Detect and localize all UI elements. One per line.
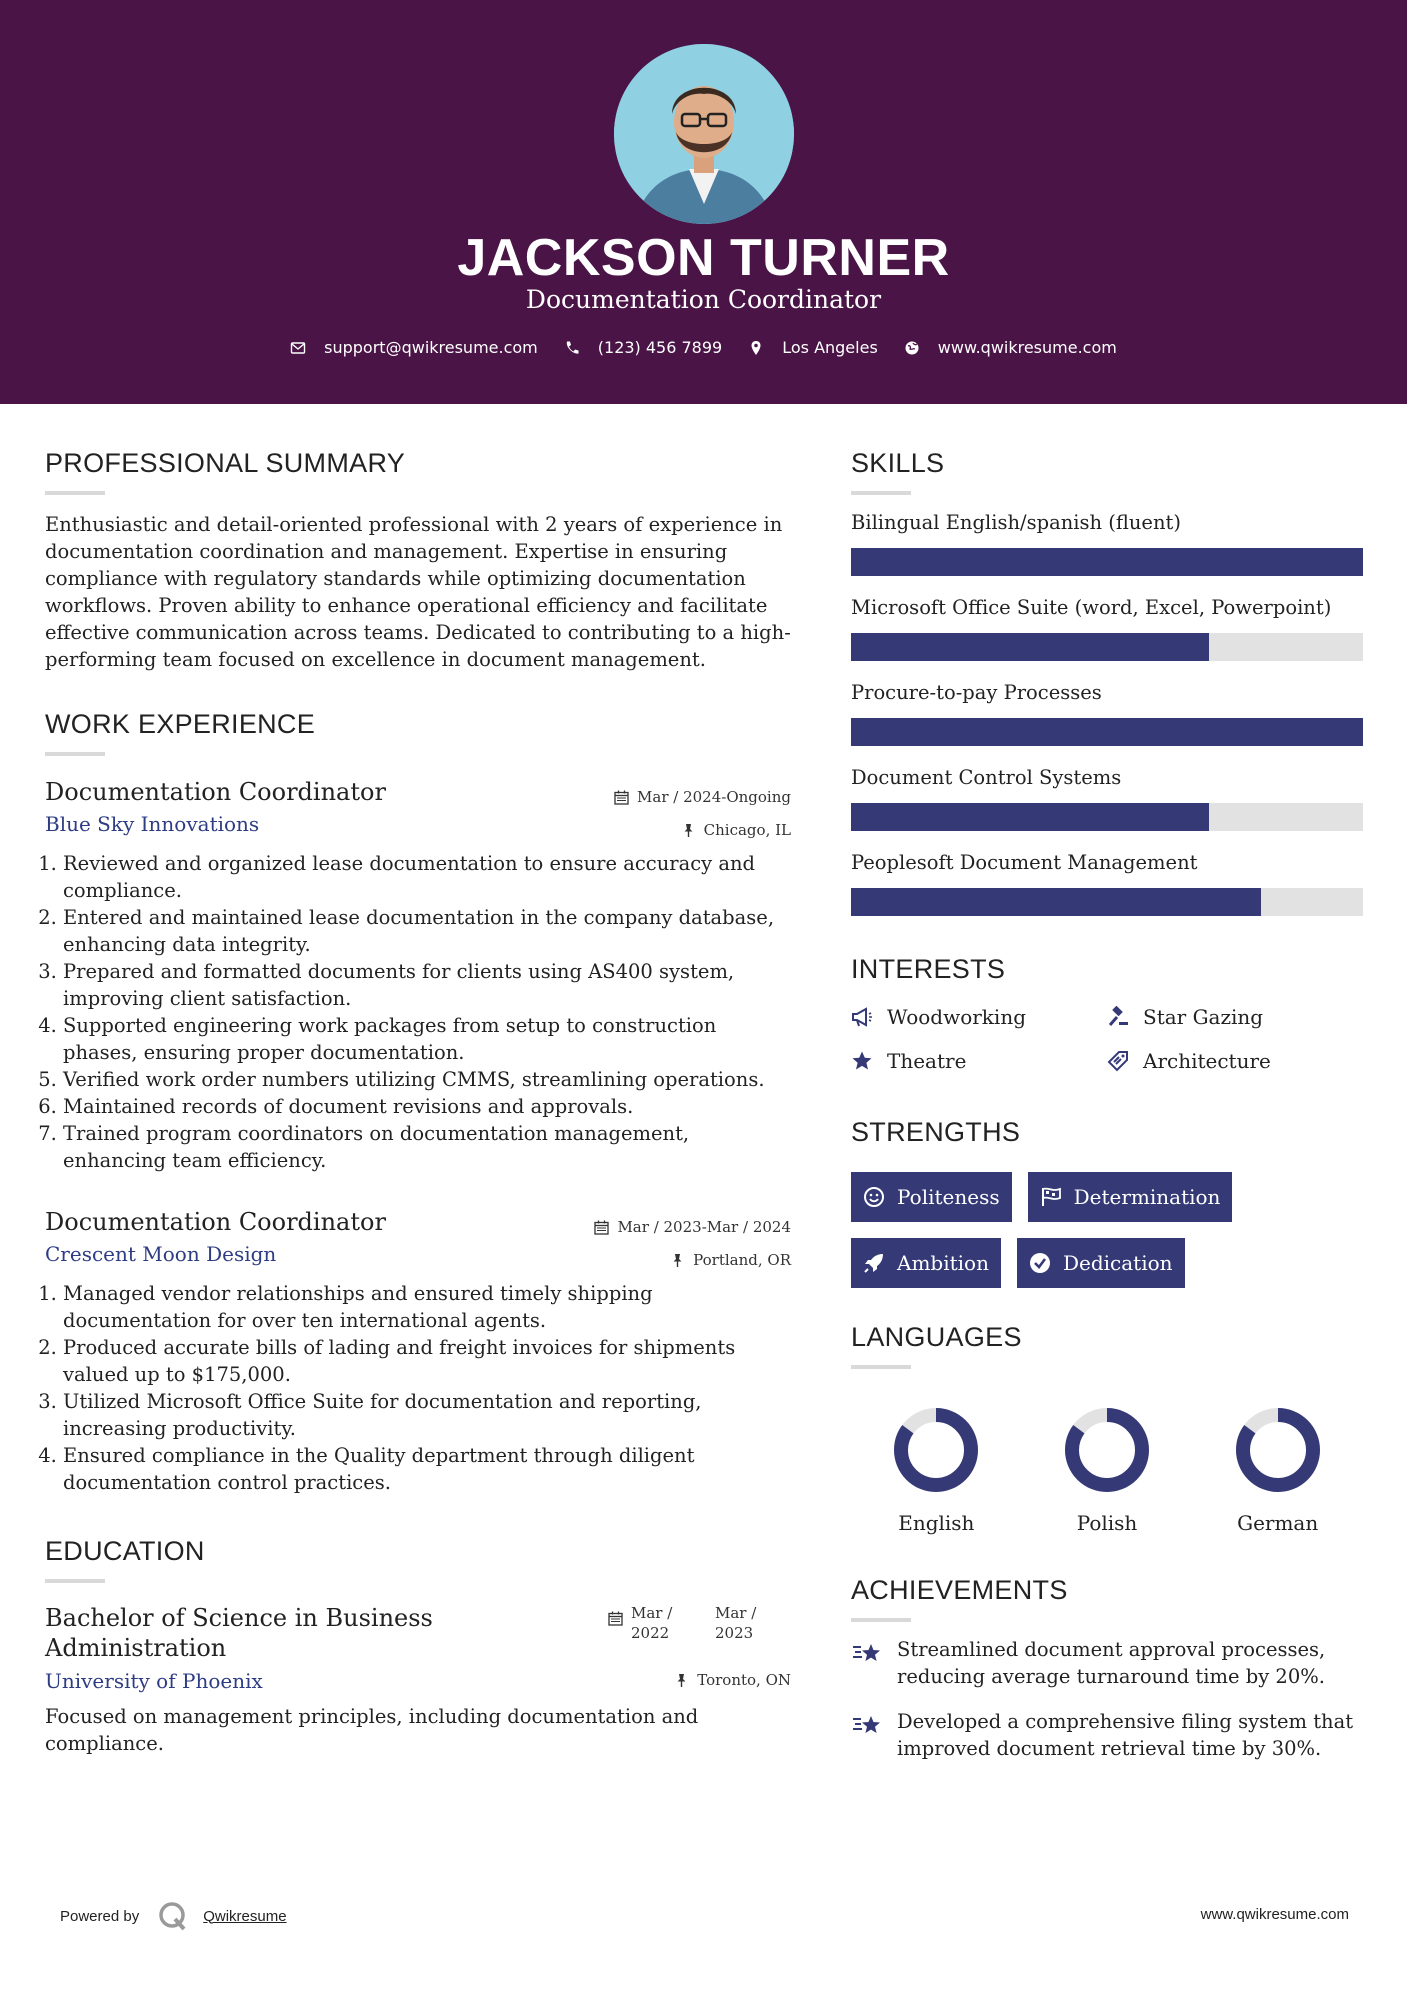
- contact-email[interactable]: [290, 338, 538, 357]
- job-title: Documentation Coordinator: [45, 1208, 386, 1236]
- list-item: 3. Prepared and formatted documents for clients using AS400 system, improving client satisfaction.: [63, 958, 791, 1012]
- skills-section: [851, 448, 1363, 916]
- contact-phone[interactable]: [564, 338, 722, 357]
- skill-item: [851, 766, 1363, 831]
- right-column: [851, 448, 1363, 1762]
- tag-icon: [1107, 1050, 1129, 1072]
- envelope-icon: [290, 340, 306, 356]
- candidate-name: JACKSON TURNER: [457, 229, 950, 287]
- skills-heading: SKILLS: [851, 448, 945, 478]
- shooting-star-icon: [851, 1710, 885, 1740]
- skill-bar-fill: [851, 803, 1209, 831]
- skill-bar-fill: [851, 888, 1261, 916]
- contact-bar: [0, 338, 1407, 357]
- resume-header: [0, 0, 1407, 404]
- language-label: English: [898, 1511, 975, 1535]
- flag-icon: [1040, 1186, 1062, 1208]
- website-text: www.qwikresume.com: [937, 338, 1117, 357]
- map-pin-icon: [748, 340, 764, 356]
- education-end: Mar / 2023: [715, 1604, 757, 1642]
- section-divider: [851, 491, 911, 495]
- summary-heading: PROFESSIONAL SUMMARY: [45, 448, 406, 478]
- strength-chip: Determination: [1028, 1172, 1233, 1222]
- job-entry: [45, 778, 791, 1174]
- bullhorn-icon: [851, 1006, 873, 1028]
- skills-list: [851, 511, 1363, 916]
- school-name: University of Phoenix: [45, 1669, 263, 1693]
- strength-chip: Politeness: [851, 1172, 1012, 1222]
- experience-section: [45, 709, 791, 1496]
- footer-powered-by: [60, 1900, 287, 1932]
- language-item: [1022, 1405, 1193, 1535]
- education-location: Toronto, ON: [674, 1671, 791, 1689]
- job-location: Chicago, IL: [681, 821, 791, 839]
- summary-text: Enthusiastic and detail-oriented professional with 2 years of experience in documentation coordination and management. Expertise in ensuring compliance with regulatory standards while optimizing documentation workflows. Proven ability to enhance operational efficiency and facilitate effective communication across teams. Dedicated to contributing to a high-performing team focused on excellence in document management.: [45, 513, 791, 671]
- list-item: 3. Utilized Microsoft Office Suite for documentation and reporting, increasing productivity.: [63, 1388, 791, 1442]
- job-bullets: [45, 1280, 791, 1496]
- education-description: Focused on management principles, including documentation and compliance.: [45, 1705, 699, 1755]
- interests-section: [851, 954, 1363, 1073]
- interest-item: Star Gazing: [1107, 1005, 1363, 1029]
- list-item: 2. Produced accurate bills of lading and freight invoices for shipments valued up to $175,000.: [63, 1334, 791, 1388]
- gavel-icon: [1107, 1006, 1129, 1028]
- interests-grid: [851, 1005, 1363, 1073]
- skill-item: [851, 596, 1363, 661]
- language-donut: [891, 1405, 981, 1495]
- list-item: 5. Verified work order numbers utilizing CMMS, streamlining operations.: [63, 1066, 791, 1093]
- list-item: 1. Managed vendor relationships and ensured timely shipping documentation for over ten international agents.: [63, 1280, 791, 1334]
- skill-bar-fill: [851, 548, 1363, 576]
- experience-heading: WORK EXPERIENCE: [45, 709, 316, 739]
- language-item: [851, 1405, 1022, 1535]
- pushpin-icon: [674, 1673, 689, 1688]
- shooting-star-icon: [851, 1638, 885, 1668]
- languages-section: [851, 1322, 1363, 1535]
- skill-item: [851, 851, 1363, 916]
- job-bullets: [45, 850, 791, 1174]
- phone-icon: [564, 340, 580, 356]
- pushpin-icon: [670, 1253, 685, 1268]
- strength-chip: Dedication: [1017, 1238, 1185, 1288]
- strengths-heading: STRENGTHS: [851, 1117, 1021, 1147]
- left-column: [45, 448, 791, 1757]
- phone-text: (123) 456 7899: [597, 338, 723, 357]
- language-label: German: [1237, 1511, 1319, 1535]
- skill-label: Document Control Systems: [851, 766, 1122, 789]
- languages-heading: LANGUAGES: [851, 1322, 1022, 1352]
- rocket-icon: [863, 1252, 885, 1274]
- strengths-section: [851, 1117, 1363, 1288]
- skill-bar: [851, 548, 1363, 576]
- job-entry: [45, 1208, 791, 1496]
- education-heading: EDUCATION: [45, 1536, 205, 1566]
- language-donut: [1062, 1405, 1152, 1495]
- powered-by-text: Powered by: [60, 1907, 140, 1925]
- interest-item: Theatre: [851, 1049, 1107, 1073]
- skill-bar: [851, 633, 1363, 661]
- globe-icon: [904, 340, 920, 356]
- job-date: Mar / 2024-Ongoing: [614, 788, 791, 806]
- skill-label: Peoplesoft Document Management: [851, 851, 1198, 874]
- list-item: 4. Supported engineering work packages from setup to construction phases, ensuring proper documentation.: [63, 1012, 791, 1066]
- star-icon: [851, 1050, 873, 1072]
- job-date: Mar / 2023-Mar / 2024: [594, 1218, 791, 1236]
- skill-bar: [851, 718, 1363, 746]
- section-divider: [45, 491, 105, 495]
- achievement-item: Developed a comprehensive filing system that improved document retrieval time by 30%.: [851, 1708, 1363, 1762]
- location-text: Los Angeles: [782, 338, 878, 357]
- achievements-section: [851, 1575, 1363, 1762]
- achievements-heading: ACHIEVEMENTS: [851, 1575, 1068, 1605]
- job-title: Documentation Coordinator: [45, 778, 386, 806]
- language-item: [1192, 1405, 1363, 1535]
- skill-item: [851, 681, 1363, 746]
- contact-website[interactable]: [904, 338, 1117, 357]
- degree-title: Bachelor of Science in Business Administration: [45, 1604, 433, 1662]
- skill-bar-fill: [851, 633, 1209, 661]
- interest-item: Woodworking: [851, 1005, 1107, 1029]
- qwikresume-link[interactable]: Qwikresume: [203, 1907, 287, 1925]
- job-location: Portland, OR: [670, 1251, 791, 1269]
- smile-icon: [863, 1186, 885, 1208]
- education-dates: [608, 1603, 791, 1643]
- list-item: 2. Entered and maintained lease documentation in the company database, enhancing data integrity.: [63, 904, 791, 958]
- education-section: [45, 1536, 791, 1757]
- list-item: 4. Ensured compliance in the Quality department through diligent documentation control practices.: [63, 1442, 791, 1496]
- list-item: 1. Reviewed and organized lease documentation to ensure accuracy and compliance.: [63, 850, 791, 904]
- education-entry: [45, 1603, 791, 1757]
- interest-item: Architecture: [1107, 1049, 1363, 1073]
- skill-item: [851, 511, 1363, 576]
- skill-bar: [851, 803, 1363, 831]
- achievement-item: Streamlined document approval processes, reducing average turnaround time by 20%.: [851, 1636, 1363, 1690]
- education-start: Mar / 2022: [631, 1604, 673, 1642]
- skill-bar-fill: [851, 718, 1363, 746]
- list-item: 6. Maintained records of document revisions and approvals.: [63, 1093, 791, 1120]
- contact-location: [748, 338, 878, 357]
- language-donut: [1233, 1405, 1323, 1495]
- check-circle-icon: [1029, 1252, 1051, 1274]
- section-divider: [851, 1618, 911, 1622]
- qwikresume-logo-icon: [157, 1900, 189, 1932]
- section-divider: [45, 1579, 105, 1583]
- job-company: Crescent Moon Design: [45, 1242, 277, 1266]
- email-text: support@qwikresume.com: [324, 338, 538, 357]
- footer-website[interactable]: www.qwikresume.com: [1200, 1906, 1349, 1923]
- language-label: Polish: [1076, 1511, 1138, 1535]
- skill-label: Bilingual English/spanish (fluent): [851, 511, 1181, 534]
- calendar-icon: [608, 1611, 623, 1626]
- languages-list: [851, 1405, 1363, 1535]
- skill-label: Procure-to-pay Processes: [851, 681, 1102, 704]
- section-divider: [851, 1365, 911, 1369]
- interests-heading: INTERESTS: [851, 954, 1006, 984]
- job-company: Blue Sky Innovations: [45, 812, 260, 836]
- section-divider: [45, 752, 105, 756]
- strengths-chips: [851, 1172, 1363, 1288]
- pushpin-icon: [681, 823, 696, 838]
- avatar: [614, 44, 794, 224]
- skill-label: Microsoft Office Suite (word, Excel, Powerpoint): [851, 596, 1332, 619]
- calendar-icon: [614, 790, 629, 805]
- skill-bar: [851, 888, 1363, 916]
- summary-section: [45, 448, 791, 673]
- calendar-icon: [594, 1220, 609, 1235]
- strength-chip: Ambition: [851, 1238, 1001, 1288]
- candidate-title: Documentation Coordinator: [525, 285, 882, 314]
- list-item: 7. Trained program coordinators on documentation management, enhancing team efficiency.: [63, 1120, 791, 1174]
